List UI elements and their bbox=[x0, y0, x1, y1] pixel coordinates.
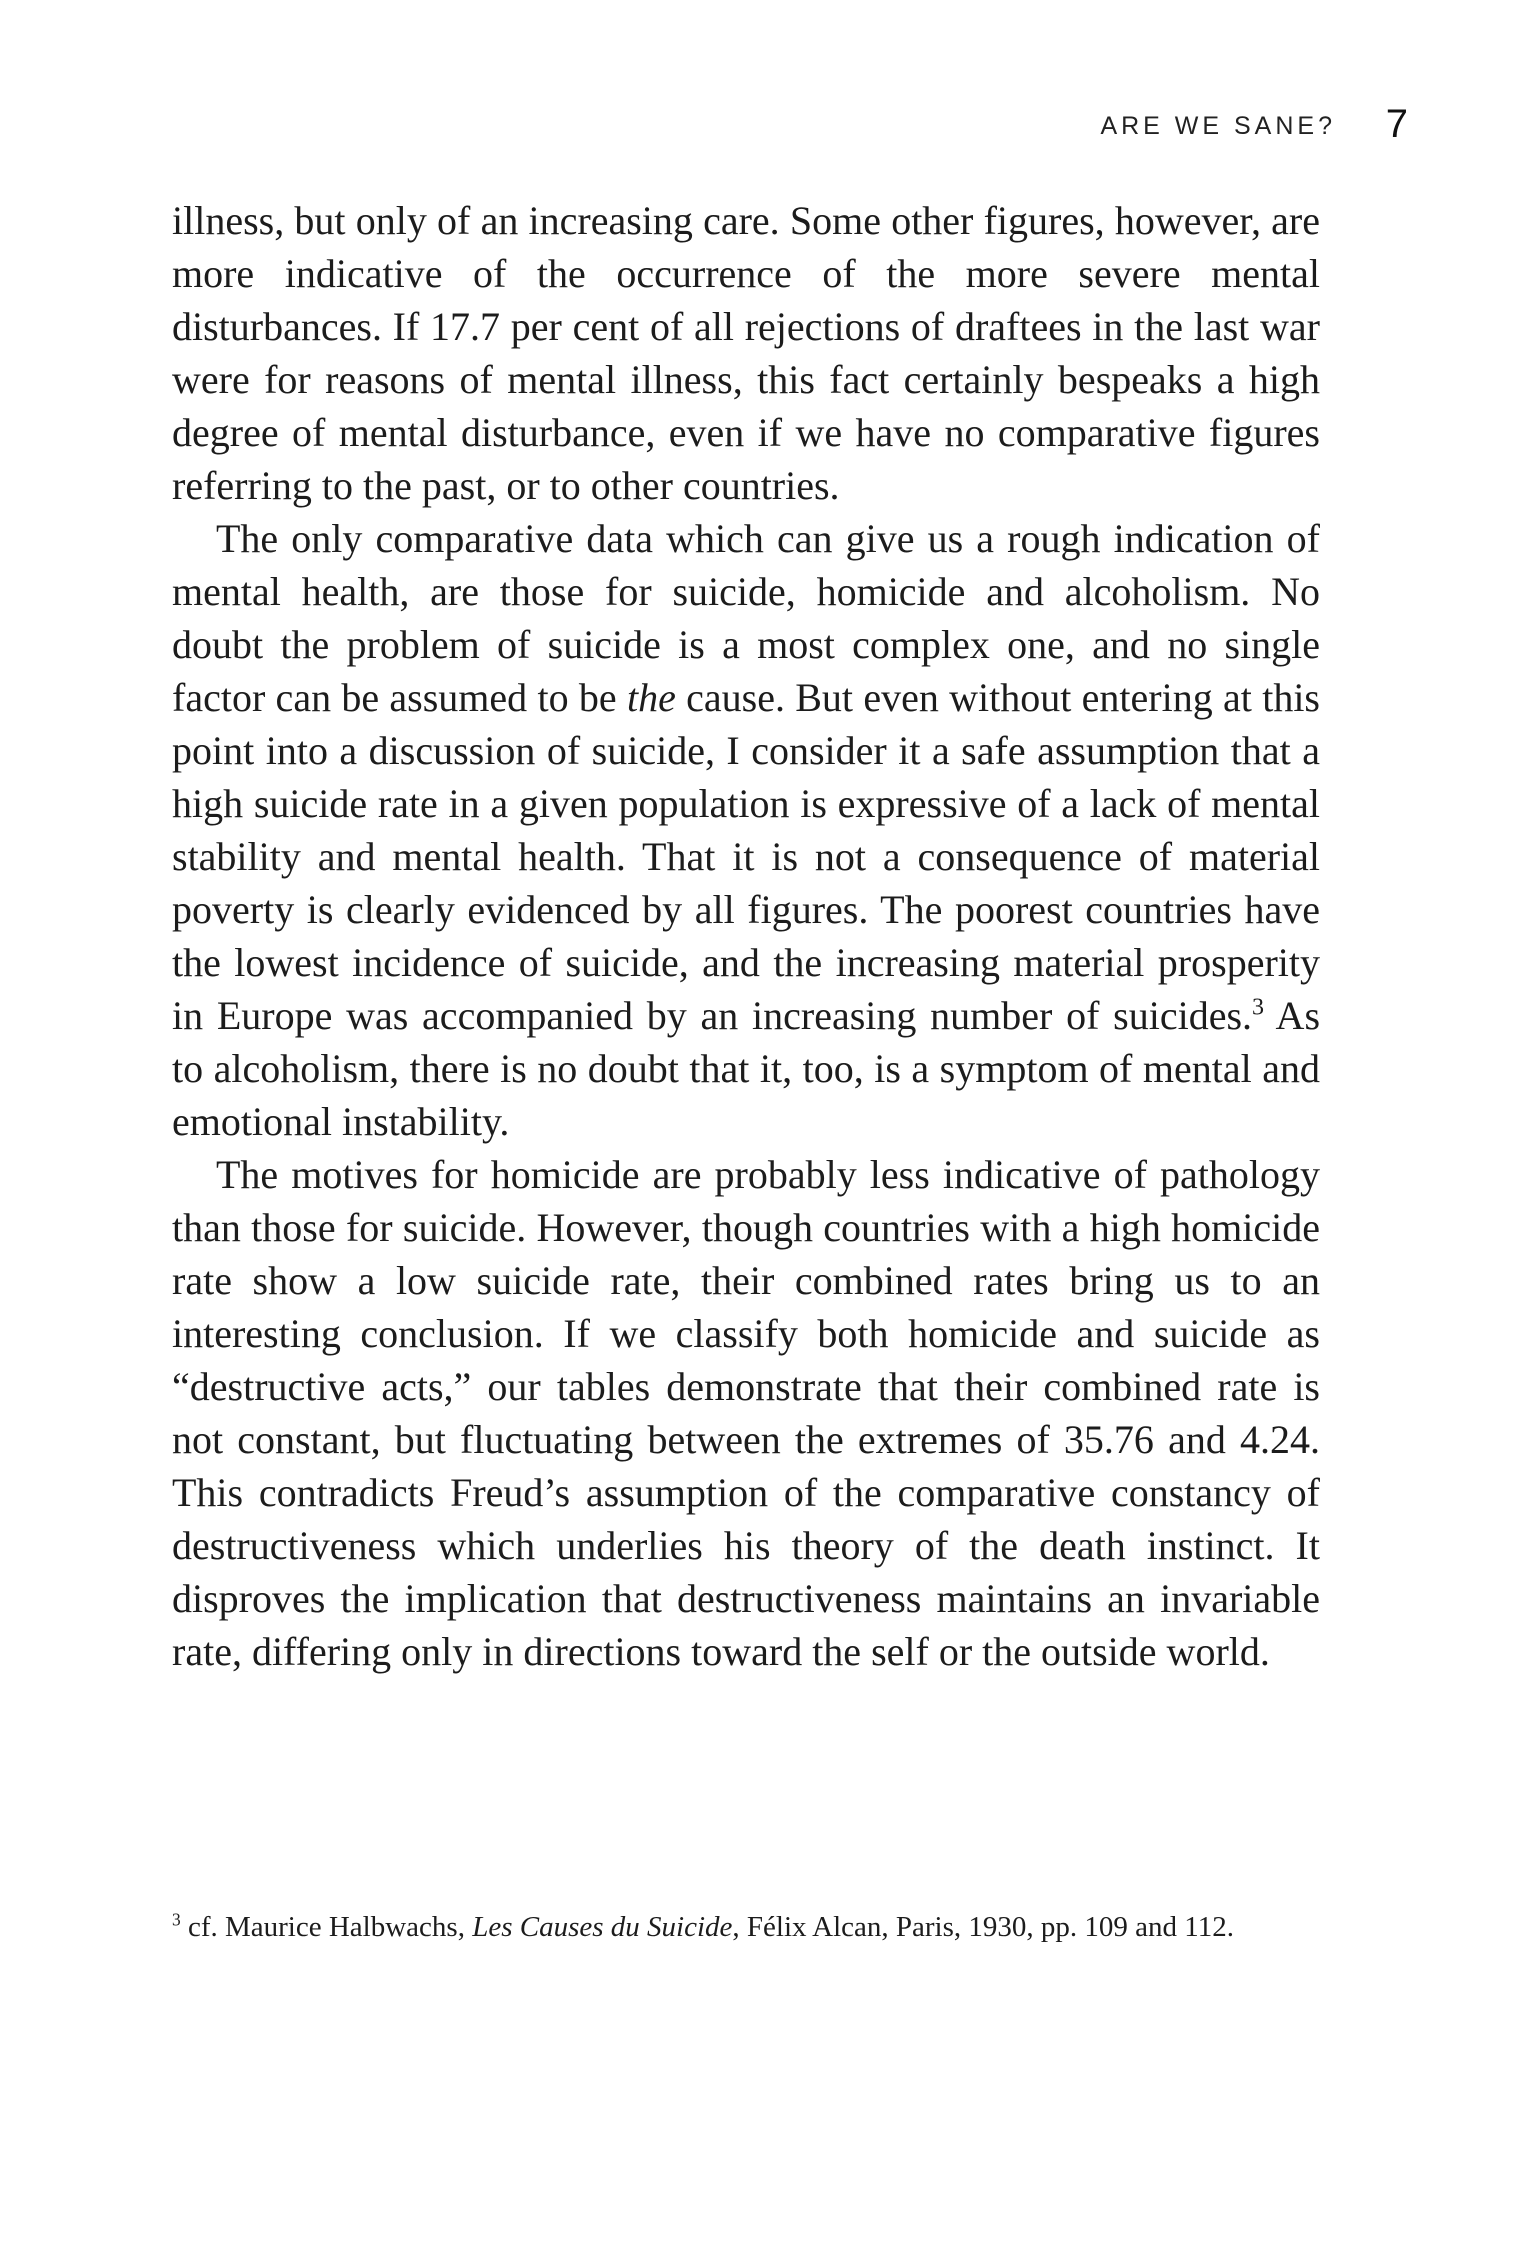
paragraph-1: illness, but only of an increasing care. Some other figures, however, are more indicative of the occurrence of the more severe mental disturbances. If 17.7 per cent of all rejections of draftees in the last war were for reasons of mental illness, this fact certainly bespeaks a high degree of mental disturbance, even if we have no comparative figures referring to the past, or to other countries. bbox=[172, 198, 1320, 508]
running-head: ARE WE SANE? bbox=[1100, 112, 1336, 140]
footnote-text-2: , Félix Alcan, Paris, 1930, pp. 109 and 112. bbox=[732, 1911, 1234, 1943]
footnote-book-title: Les Causes du Suicide bbox=[472, 1911, 733, 1943]
footnote-text-1: cf. Maurice Halbwachs, bbox=[180, 1911, 473, 1943]
page-number: 7 bbox=[1385, 102, 1408, 146]
paragraph-2-part-3: As to alcoholism, there is no doubt that it, too, is a symptom of mental and emotional instability. bbox=[172, 993, 1321, 1144]
footnote-reference: 3 bbox=[1252, 994, 1265, 1021]
footnote-marker: 3 bbox=[172, 1909, 181, 1930]
paragraph-2-part-1: The only comparative data which can give us a rough indication of mental health, are those for suicide, homicide and alcoholism. No doubt the problem of suicide is a most complex one, and no single factor can be assumed to be bbox=[172, 516, 1320, 720]
emphasis-the: the bbox=[626, 675, 676, 720]
paragraph-3: The motives for homicide are probably less indicative of pathology than those for suicide. However, though countries with a high homicide rate show a low suicide rate, their combined rates bring us to an interesting conclusion. If we classify both homicide and suicide as “destructive acts,” our tables demonstrate that their combined rate is not constant, but fluctuating between the extremes of 35.76 and 4.24. This contradicts Freud’s assumption of the comparative constancy of destructiveness which underlies his theory of the death instinct. It disproves the implication that destructiveness maintains an invariable rate, differing only in directions toward the self or the outside world. bbox=[172, 1152, 1320, 1674]
body-text bbox=[172, 194, 1320, 1678]
paragraph-2 bbox=[172, 512, 1320, 1148]
footnote bbox=[172, 1905, 1320, 1949]
paragraph-2-part-2: cause. But even without entering at this point into a discussion of suicide, I consider it a safe assumption that a high suicide rate in a given population is expressive of a lack of mental stability and mental health. That it is not a consequence of material poverty is clearly evidenced by all figures. The poorest countries have the lowest incidence of suicide, and the increasing material prosperity in Europe was accompanied by an increasing number of suicides. bbox=[172, 675, 1320, 1038]
